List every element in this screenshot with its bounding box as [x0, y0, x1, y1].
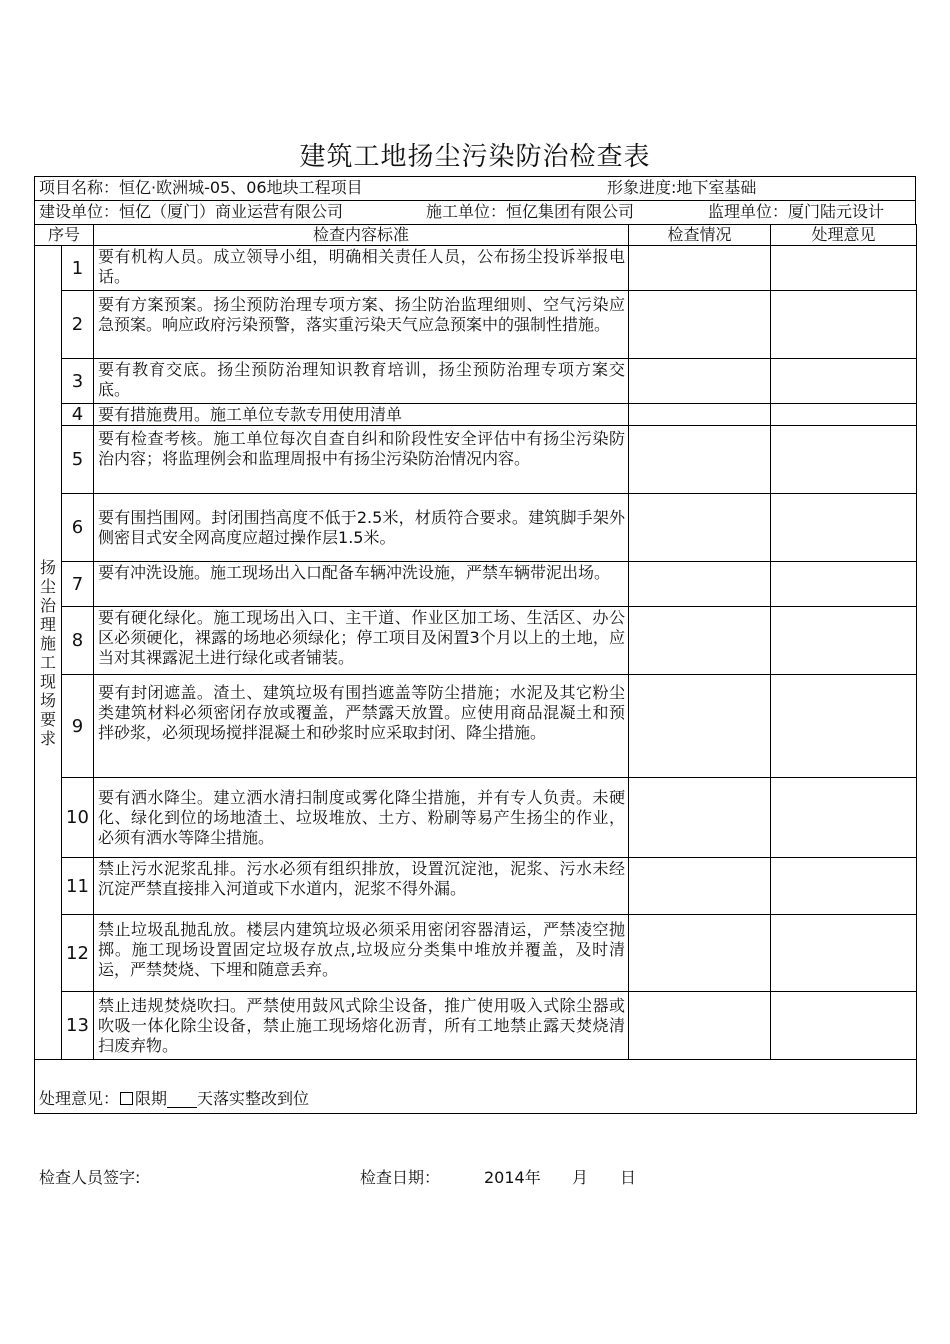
builder-unit: 建设单位：恒亿（厦门）商业运营有限公司 [39, 202, 344, 221]
opinion-cell[interactable] [771, 426, 917, 494]
progress: 形象进度:地下室基础 [607, 178, 757, 197]
deadline-suffix: 天落实整改到位 [197, 1089, 310, 1108]
item-text: 禁止垃圾乱抛乱放。楼层内建筑垃圾必须采用密闭容器清运，严禁凌空抛掷。施工现场设置固定垃圾存放点,垃圾应分类集中堆放并覆盖，及时清运，严禁焚烧、下埋和随意丢弃。 [94, 915, 629, 992]
status-cell[interactable] [629, 915, 771, 992]
item-text: 要有冲洗设施。施工现场出入口配备车辆冲洗设施，严禁车辆带泥出场。 [94, 562, 629, 607]
checkbox-icon[interactable] [120, 1092, 133, 1105]
item-no: 5 [62, 426, 94, 494]
item-text: 禁止污水泥浆乱排。污水必须有组织排放，设置沉淀池，泥浆、污水未经沉淀严禁直接排入河道或下水道内，泥浆不得外漏。 [94, 858, 629, 915]
table-row [35, 404, 917, 426]
table-header [35, 225, 917, 246]
inspection-table [34, 224, 917, 1114]
table-row [35, 675, 917, 778]
status-cell[interactable] [629, 426, 771, 494]
item-text: 要有洒水降尘。建立洒水清扫制度或雾化降尘措施，并有专人负责。未硬化、绿化到位的场地渣土、垃圾堆放、土方、粉刷等易产生扬尘的作业，必须有洒水等降尘措施。 [94, 778, 629, 858]
handling-opinion-row [35, 1060, 917, 1114]
table-row [35, 992, 917, 1060]
table-row [35, 858, 917, 915]
table-row [35, 607, 917, 675]
item-no: 8 [62, 607, 94, 675]
status-cell[interactable] [629, 562, 771, 607]
item-no: 6 [62, 494, 94, 562]
item-no: 11 [62, 858, 94, 915]
item-no: 4 [62, 404, 94, 426]
deadline-label: 限期 [135, 1089, 168, 1108]
item-text: 要有围挡围网。封闭围挡高度不低于2.5米，材质符合要求。建筑脚手架外侧密目式安全网高度应超过操作层1.5米。 [94, 494, 629, 562]
opinion-cell[interactable] [771, 858, 917, 915]
status-cell[interactable] [629, 992, 771, 1060]
opinion-cell[interactable] [771, 404, 917, 426]
status-cell[interactable] [629, 675, 771, 778]
category-cell [35, 246, 62, 1060]
opinion-cell[interactable] [771, 291, 917, 359]
status-cell[interactable] [629, 246, 771, 291]
opinion-cell[interactable] [771, 778, 917, 858]
inspection-day: 日 [620, 1168, 637, 1187]
item-text: 要有机构人员。成立领导小组，明确相关责任人员，公布扬尘投诉举报电话。 [94, 246, 629, 291]
item-no: 13 [62, 992, 94, 1060]
inspection-year: 2014年 [484, 1168, 541, 1187]
status-cell[interactable] [629, 858, 771, 915]
item-no: 10 [62, 778, 94, 858]
opinion-cell[interactable] [771, 607, 917, 675]
status-cell[interactable] [629, 778, 771, 858]
header-standard: 检查内容标准 [94, 225, 629, 246]
header-seq: 序号 [35, 225, 94, 246]
inspection-sheet [34, 176, 916, 1114]
table-row [35, 359, 917, 404]
table-row [35, 426, 917, 494]
status-cell[interactable] [629, 359, 771, 404]
contractor-unit: 施工单位：恒亿集团有限公司 [426, 202, 635, 221]
header-status: 检查情况 [629, 225, 771, 246]
table-row [35, 246, 917, 291]
item-no: 7 [62, 562, 94, 607]
status-cell[interactable] [629, 291, 771, 359]
project-name: 项目名称：恒亿·欧洲城-05、06地块工程项目 [39, 178, 363, 197]
item-text: 要有方案预案。扬尘预防治理专项方案、扬尘防治监理细则、空气污染应急预案。响应政府污染预警，落实重污染天气应急预案中的强制性措施。 [94, 291, 629, 359]
item-no: 9 [62, 675, 94, 778]
deadline-days-blank[interactable] [167, 1091, 197, 1108]
table-row [35, 915, 917, 992]
inspection-month: 月 [572, 1168, 589, 1187]
table-row [35, 494, 917, 562]
document-title: 建筑工地扬尘污染防治检查表 [299, 142, 651, 172]
units-info-row [34, 200, 916, 224]
table-row [35, 778, 917, 858]
table-row [35, 562, 917, 607]
item-text: 要有硬化绿化。施工现场出入口、主干道、作业区加工场、生活区、办公区必须硬化，裸露的场地必须绿化；停工项目及闲置3个月以上的土地，应当对其裸露泥土进行绿化或者铺装。 [94, 607, 629, 675]
handling-opinion [35, 1060, 917, 1114]
status-cell[interactable] [629, 494, 771, 562]
item-text: 要有措施费用。施工单位专款专用使用清单 [94, 404, 629, 426]
opinion-cell[interactable] [771, 562, 917, 607]
opinion-cell[interactable] [771, 992, 917, 1060]
opinion-cell[interactable] [771, 359, 917, 404]
item-no: 3 [62, 359, 94, 404]
category-label: 扬尘治理施工现场要求 [39, 557, 56, 748]
opinion-cell[interactable] [771, 494, 917, 562]
status-cell[interactable] [629, 404, 771, 426]
item-text: 要有教育交底。扬尘预防治理知识教育培训，扬尘预防治理专项方案交底。 [94, 359, 629, 404]
inspector-signature-label: 检查人员签字: [39, 1168, 141, 1187]
item-no: 2 [62, 291, 94, 359]
table-row [35, 291, 917, 359]
item-no: 1 [62, 246, 94, 291]
project-info-row [34, 176, 916, 200]
item-text: 要有检查考核。施工单位每次自查自纠和阶段性安全评估中有扬尘污染防治内容；将监理例会和监理周报中有扬尘污染防治情况内容。 [94, 426, 629, 494]
header-opinion: 处理意见 [771, 225, 917, 246]
opinion-cell[interactable] [771, 675, 917, 778]
item-text: 禁止违规焚烧吹扫。严禁使用鼓风式除尘设备，推广使用吸入式除尘器或吹吸一体化除尘设备，禁止施工现场熔化沥青，所有工地禁止露天焚烧清扫废弃物。 [94, 992, 629, 1060]
handling-label: 处理意见： [39, 1089, 120, 1108]
supervisor-unit: 监理单位：厦门陆元设计 [708, 202, 885, 221]
item-text: 要有封闭遮盖。渣土、建筑垃圾有围挡遮盖等防尘措施；水泥及其它粉尘类建筑材料必须密闭存放或覆盖，严禁露天放置。应使用商品混凝土和预拌砂浆，必须现场搅拌混凝土和砂浆时应采取封闭、降尘措施。 [94, 675, 629, 778]
item-no: 12 [62, 915, 94, 992]
inspection-date-label: 检查日期： [360, 1168, 441, 1187]
status-cell[interactable] [629, 607, 771, 675]
opinion-cell[interactable] [771, 915, 917, 992]
opinion-cell[interactable] [771, 246, 917, 291]
